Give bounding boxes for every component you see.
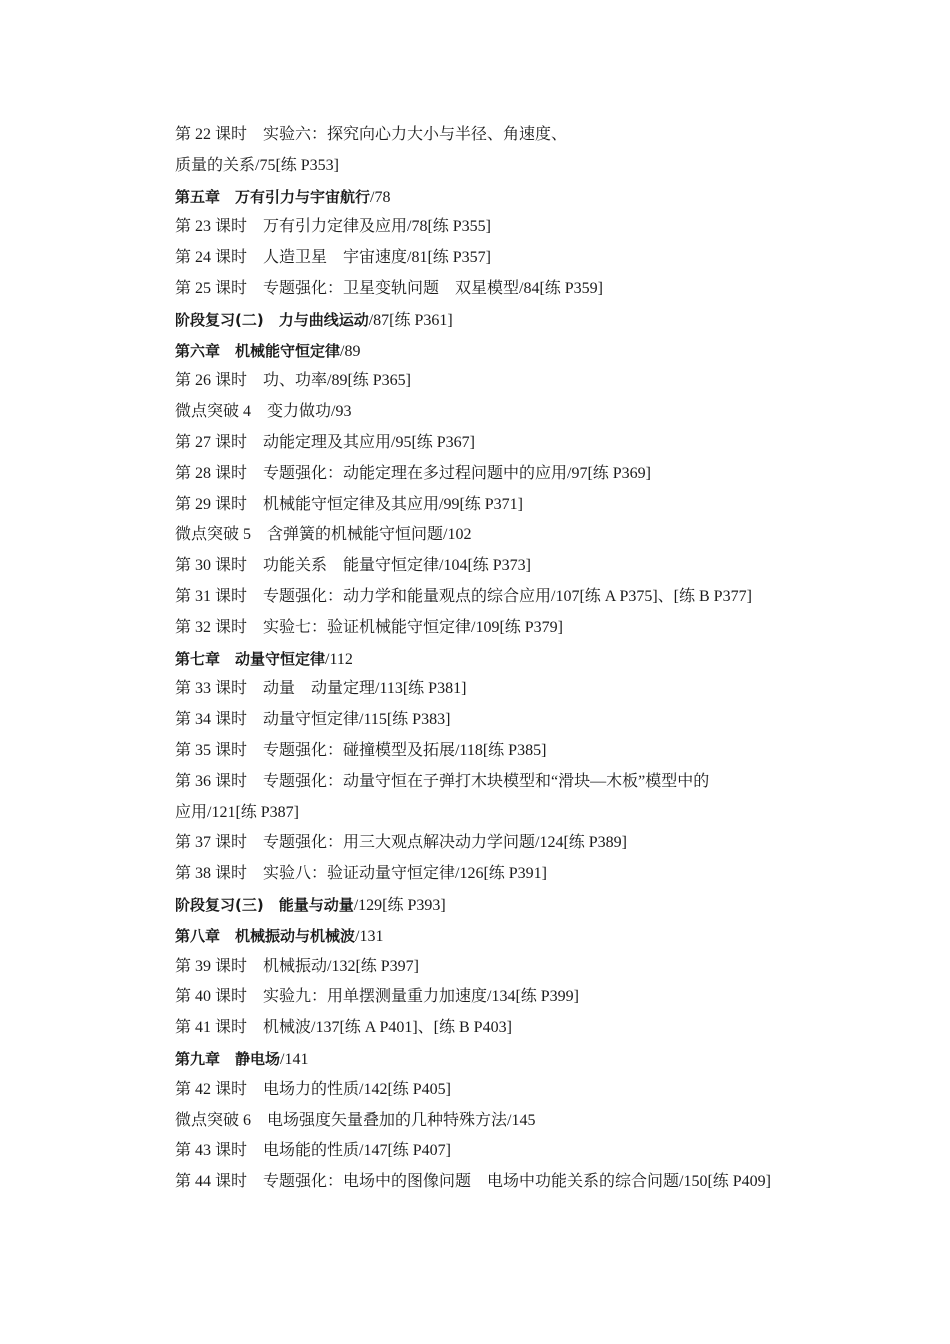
review-title: 阶段复习(三) 能量与动量 [175, 895, 354, 914]
toc-entry: 第 42 课时 电场力的性质/142[练 P405] [175, 1080, 452, 1098]
chapter-heading [175, 921, 875, 952]
toc-entry: 第 28 课时 专题强化：动能定理在多过程问题中的应用/97[练 P369] [175, 464, 652, 482]
toc-entry: 应用/121[练 P387] [175, 803, 300, 821]
toc-entry: 质量的关系/75[练 P353] [175, 156, 340, 174]
toc-entry: 第 22 课时 实验六：探究向心力大小与半径、角速度、 [175, 126, 568, 143]
chapter-title: 第六章 机械能守恒定律 [175, 341, 341, 360]
toc-entry: 第 23 课时 万有引力定律及应用/78[练 P355] [175, 218, 492, 236]
chapter-heading [175, 1044, 875, 1075]
page-ref: /87[练 P361] [368, 311, 453, 329]
toc-entry: 第 32 课时 实验七：验证机械能守恒定律/109[练 P379] [175, 618, 564, 636]
toc-entry: 微点突破 4 变力做功/93 [175, 403, 352, 421]
page-ref: /129[练 P393] [353, 896, 446, 914]
toc-entry: 微点突破 5 含弹簧的机械能守恒问题/102 [175, 526, 472, 544]
toc-entry: 第 37 课时 专题强化：用三大观点解决动力学问题/124[练 P389] [175, 834, 628, 852]
toc-entry: 第 33 课时 动量 动量定理/113[练 P381] [175, 680, 467, 698]
review-title: 阶段复习(二) 力与曲线运动 [175, 310, 369, 329]
toc-entry: 第 36 课时 专题强化：动量守恒在子弹打木块模型和“滑块—木板”模型中的 [175, 772, 710, 790]
review-heading [175, 305, 875, 336]
toc-entry: 第 38 课时 实验八：验证动量守恒定律/126[练 P391] [175, 865, 548, 883]
chapter-title: 第八章 机械振动与机械波 [175, 926, 356, 945]
toc-entry: 第 41 课时 机械波/137[练 A P401]、[练 B P403] [175, 1019, 512, 1037]
toc-entry: 第 35 课时 专题强化：碰撞模型及拓展/118[练 P385] [175, 741, 547, 759]
review-heading [175, 890, 875, 921]
toc-entry: 第 26 课时 功、功率/89[练 P365] [175, 372, 412, 390]
chapter-title: 第七章 动量守恒定律 [175, 649, 326, 668]
page-ref: /78 [370, 188, 391, 206]
page-ref: /89 [340, 342, 361, 360]
chapter-title: 第五章 万有引力与宇宙航行 [175, 187, 371, 206]
chapter-heading [175, 644, 875, 675]
toc-entry: 第 27 课时 动能定理及其应用/95[练 P367] [175, 433, 476, 451]
toc-entry: 第 40 课时 实验九：用单摆测量重力加速度/134[练 P399] [175, 988, 580, 1006]
toc-entry: 微点突破 6 电场强度矢量叠加的几种特殊方法/145 [175, 1111, 536, 1129]
toc-entry: 第 30 课时 功能关系 能量守恒定律/104[练 P373] [175, 557, 532, 575]
chapter-heading [175, 336, 875, 367]
toc-entry: 第 43 课时 电场能的性质/147[练 P407] [175, 1142, 452, 1160]
chapter-title: 第九章 静电场 [175, 1049, 281, 1068]
toc-entry: 第 24 课时 人造卫星 宇宙速度/81[练 P357] [175, 249, 492, 267]
page-ref: /131 [355, 927, 384, 945]
toc-entry: 第 44 课时 专题强化：电场中的图像问题 电场中功能关系的综合问题/150[练 P409] [175, 1173, 772, 1191]
chapter-heading [175, 182, 875, 213]
toc-entry: 第 34 课时 动量守恒定律/115[练 P383] [175, 711, 451, 729]
table-of-contents [175, 120, 875, 1198]
toc-entry: 第 29 课时 机械能守恒定律及其应用/99[练 P371] [175, 495, 524, 513]
page-ref: /141 [280, 1050, 309, 1068]
toc-entry: 第 39 课时 机械振动/132[练 P397] [175, 957, 420, 975]
toc-entry: 第 25 课时 专题强化：卫星变轨问题 双星模型/84[练 P359] [175, 279, 604, 297]
toc-entry: 第 31 课时 专题强化：动力学和能量观点的综合应用/107[练 A P375]、[练 B P377] [175, 587, 752, 605]
page-ref: /112 [325, 650, 353, 668]
